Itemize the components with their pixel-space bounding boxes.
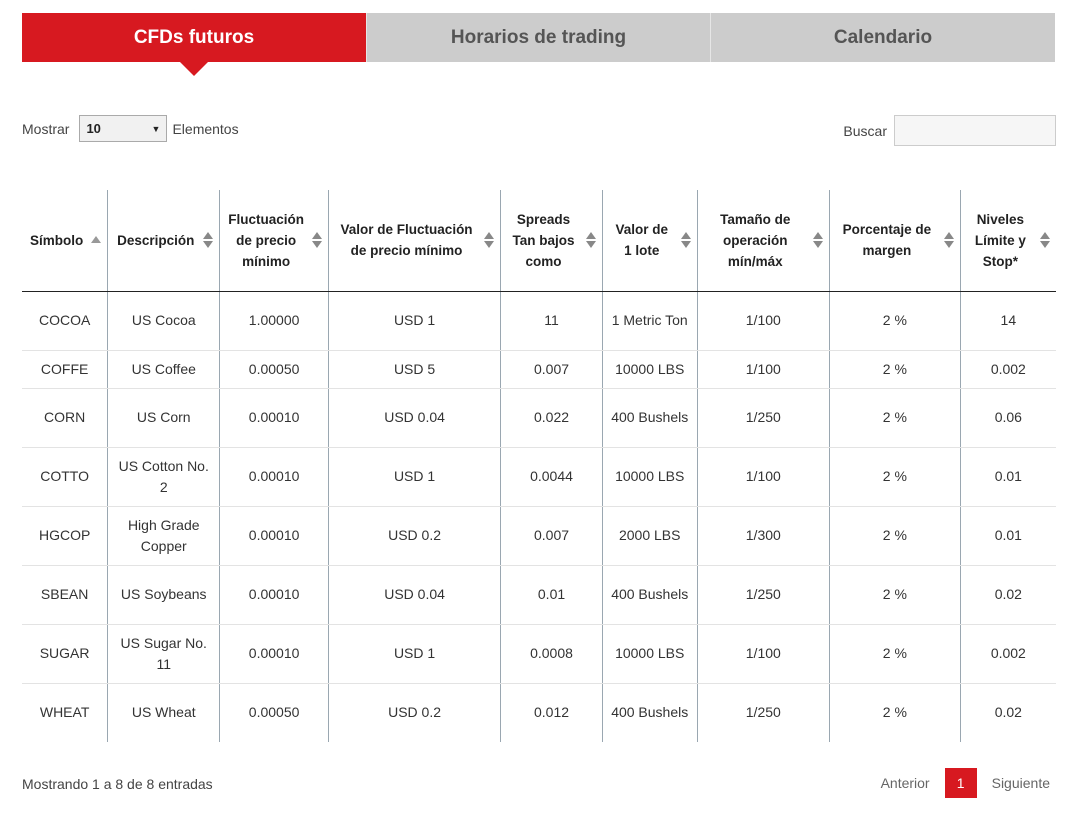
table-cell-symbol: WHEAT bbox=[39, 704, 90, 721]
page-length-value: 10 bbox=[86, 121, 101, 136]
page-length-select[interactable] bbox=[79, 115, 167, 142]
table-cell-margin-percent: 2 % bbox=[830, 565, 961, 624]
table-header-row bbox=[22, 190, 1056, 291]
tab-calendario[interactable] bbox=[710, 13, 1055, 62]
column-header-lot-value[interactable] bbox=[602, 190, 697, 291]
table-cell-symbol: COTTO bbox=[22, 447, 108, 506]
table-cell-limit-stop-levels: 0.02 bbox=[960, 565, 1056, 624]
table-row bbox=[22, 350, 1056, 388]
table-cell-description: US Cocoa bbox=[108, 291, 220, 350]
table-cell-description: US Wheat bbox=[108, 683, 220, 742]
table-cell-min-fluctuation-value: USD 5 bbox=[328, 350, 500, 388]
tab-horarios-de-trading[interactable] bbox=[366, 13, 710, 62]
pagination-next[interactable]: Siguiente bbox=[991, 775, 1050, 791]
table-info: Mostrando 1 a 8 de 8 entradas bbox=[22, 776, 213, 792]
sort-both-icon bbox=[312, 232, 322, 248]
table-row bbox=[22, 624, 1056, 683]
table-cell-symbol: SBEAN bbox=[22, 565, 108, 624]
table-cell-min-price-fluctuation: 0.00010 bbox=[220, 506, 329, 565]
table-cell-trade-size: 1/100 bbox=[697, 291, 830, 350]
table-cell-min-price-fluctuation: 0.00010 bbox=[220, 565, 329, 624]
table-cell-symbol: COCOA bbox=[22, 291, 108, 350]
sort-both-icon bbox=[586, 232, 596, 248]
column-header-label: Símbolo bbox=[30, 232, 84, 248]
table-row bbox=[22, 388, 1056, 447]
column-header-label: Fluctuación de precio mínimo bbox=[228, 211, 304, 269]
table-cell-limit-stop-levels: 0.02 bbox=[960, 683, 1056, 742]
column-header-label: Valor de 1 lote bbox=[615, 222, 668, 259]
table-cell-margin-percent: 2 % bbox=[830, 447, 961, 506]
table-cell-min-fluctuation-value: USD 0.04 bbox=[328, 565, 500, 624]
sort-ascending-icon bbox=[91, 232, 101, 248]
table-cell-lot-value: 400 Bushels bbox=[602, 683, 697, 742]
table-cell-symbol: CORN bbox=[22, 388, 108, 447]
table-cell-description: US Coffee bbox=[108, 350, 220, 388]
search-label: Buscar bbox=[843, 122, 887, 139]
column-header-spreads[interactable] bbox=[501, 190, 603, 291]
table-cell-lot-value: 10000 LBS bbox=[602, 350, 697, 388]
dropdown-arrow-icon: ▼ bbox=[151, 123, 161, 134]
table-cell-limit-stop-levels: 14 bbox=[960, 291, 1056, 350]
table-cell-spreads: 0.022 bbox=[501, 388, 603, 447]
table-row bbox=[22, 447, 1056, 506]
column-header-symbol[interactable] bbox=[22, 190, 108, 291]
table-cell-min-price-fluctuation: 0.00050 bbox=[220, 350, 329, 388]
table-cell-min-price-fluctuation: 1.00000 bbox=[220, 291, 329, 350]
table-cell-spreads: 0.007 bbox=[501, 350, 603, 388]
futures-table bbox=[22, 190, 1056, 742]
table-body bbox=[22, 291, 1056, 742]
table-cell-min-price-fluctuation: 0.00010 bbox=[220, 388, 329, 447]
table-cell-margin-percent: 2 % bbox=[830, 388, 961, 447]
column-header-label: Spreads Tan bajos como bbox=[512, 211, 575, 269]
table-cell-trade-size: 1/100 bbox=[697, 350, 830, 388]
sort-both-icon bbox=[484, 232, 494, 248]
column-header-label: Porcentaje de margen bbox=[842, 222, 932, 259]
table-cell-symbol: COFFE bbox=[22, 350, 108, 388]
table-cell-lot-value: 10000 LBS bbox=[602, 624, 697, 683]
table-row bbox=[22, 291, 1056, 350]
column-header-min-price-fluctuation[interactable] bbox=[220, 190, 329, 291]
table-cell-min-price-fluctuation: 0.00050 bbox=[220, 683, 329, 742]
table-cell-margin-percent: 2 % bbox=[830, 506, 961, 565]
table-cell-symbol: SUGAR bbox=[22, 624, 108, 683]
table-cell-limit-stop-levels: 0.06 bbox=[960, 388, 1056, 447]
table-cell-trade-size: 1/250 bbox=[697, 565, 830, 624]
table-cell-description: US Corn bbox=[108, 388, 220, 447]
table-cell-min-fluctuation-value: USD 0.04 bbox=[328, 388, 500, 447]
table-cell-margin-percent: 2 % bbox=[830, 624, 961, 683]
table-cell-spreads: 0.01 bbox=[501, 565, 603, 624]
page-length-control bbox=[22, 115, 239, 142]
table-cell-min-price-fluctuation: 0.00010 bbox=[220, 624, 329, 683]
table-cell-spreads: 0.012 bbox=[501, 683, 603, 742]
table-cell-spreads: 0.007 bbox=[501, 506, 603, 565]
table-cell-min-fluctuation-value: USD 1 bbox=[328, 291, 500, 350]
sort-both-icon bbox=[203, 232, 213, 248]
column-header-min-fluctuation-value[interactable] bbox=[328, 190, 500, 291]
table-cell-trade-size: 1/300 bbox=[697, 506, 830, 565]
column-header-margin-percent[interactable] bbox=[830, 190, 961, 291]
table-cell-spreads: 0.0008 bbox=[501, 624, 603, 683]
table-cell-lot-value: 400 Bushels bbox=[602, 565, 697, 624]
table-cell-spreads: 11 bbox=[501, 291, 603, 350]
sort-both-icon bbox=[681, 232, 691, 248]
table-cell-spreads: 0.0044 bbox=[501, 447, 603, 506]
table-cell-min-fluctuation-value: USD 0.2 bbox=[328, 683, 500, 742]
table-cell-margin-percent: 2 % bbox=[830, 291, 961, 350]
search-control bbox=[843, 115, 1056, 146]
tab-label: Horarios de trading bbox=[450, 26, 627, 48]
table-cell-trade-size: 1/250 bbox=[697, 683, 830, 742]
sort-both-icon bbox=[1040, 232, 1050, 248]
column-header-description[interactable] bbox=[108, 190, 220, 291]
sort-both-icon bbox=[813, 232, 823, 248]
table-cell-trade-size: 1/100 bbox=[697, 624, 830, 683]
column-header-limit-stop-levels[interactable] bbox=[960, 190, 1056, 291]
table-cell-description: US Soybeans bbox=[108, 565, 220, 624]
pagination-page-1[interactable]: 1 bbox=[945, 768, 977, 798]
table-cell-description: US Cotton No. 2 bbox=[108, 447, 220, 506]
tab-bar bbox=[22, 13, 1055, 62]
pagination bbox=[869, 768, 1062, 798]
table-cell-margin-percent: 2 % bbox=[830, 350, 961, 388]
table-cell-lot-value: 1 Metric Ton bbox=[602, 291, 697, 350]
table-row bbox=[22, 565, 1056, 624]
length-label-before: Mostrar bbox=[22, 120, 70, 137]
tab-label: CFDs futuros bbox=[133, 26, 255, 48]
table-cell-trade-size: 1/100 bbox=[697, 447, 830, 506]
table-cell-limit-stop-levels: 0.01 bbox=[960, 506, 1056, 565]
table-cell-min-fluctuation-value: USD 0.2 bbox=[328, 506, 500, 565]
table-cell-trade-size: 1/250 bbox=[697, 388, 830, 447]
sort-both-icon bbox=[944, 232, 954, 248]
table-cell-limit-stop-levels: 0.002 bbox=[960, 350, 1056, 388]
pagination-previous[interactable]: Anterior bbox=[880, 775, 930, 791]
table-cell-min-price-fluctuation: 0.00010 bbox=[220, 447, 329, 506]
column-header-label: Tamaño de operación mín/máx bbox=[720, 211, 791, 269]
column-header-label: Descripción bbox=[117, 232, 195, 248]
table-cell-min-fluctuation-value: USD 1 bbox=[328, 624, 500, 683]
active-tab-caret-icon bbox=[180, 62, 208, 76]
table-cell-symbol: HGCOP bbox=[22, 506, 108, 565]
table-cell-lot-value: 10000 LBS bbox=[602, 447, 697, 506]
column-header-label: Niveles Límite y Stop* bbox=[974, 211, 1026, 269]
length-label-after: Elementos bbox=[172, 120, 239, 137]
table-cell-lot-value: 400 Bushels bbox=[602, 388, 697, 447]
column-header-label: Valor de Fluctuación de precio mínimo bbox=[340, 222, 473, 259]
column-header-trade-size[interactable] bbox=[697, 190, 830, 291]
table-row bbox=[22, 683, 1056, 742]
table-cell-margin-percent: 2 % bbox=[830, 683, 961, 742]
table-cell-description: US Sugar No. 11 bbox=[108, 624, 220, 683]
tab-label: Calendario bbox=[833, 26, 933, 48]
table-row bbox=[22, 506, 1056, 565]
table-cell-limit-stop-levels: 0.01 bbox=[960, 447, 1056, 506]
table-cell-description: High Grade Copper bbox=[108, 506, 220, 565]
table-cell-min-fluctuation-value: USD 1 bbox=[328, 447, 500, 506]
table-cell-limit-stop-levels: 0.002 bbox=[960, 624, 1056, 683]
table-cell-lot-value: 2000 LBS bbox=[602, 506, 697, 565]
search-input[interactable] bbox=[894, 115, 1056, 146]
tab-cfds-futuros[interactable] bbox=[22, 13, 366, 62]
